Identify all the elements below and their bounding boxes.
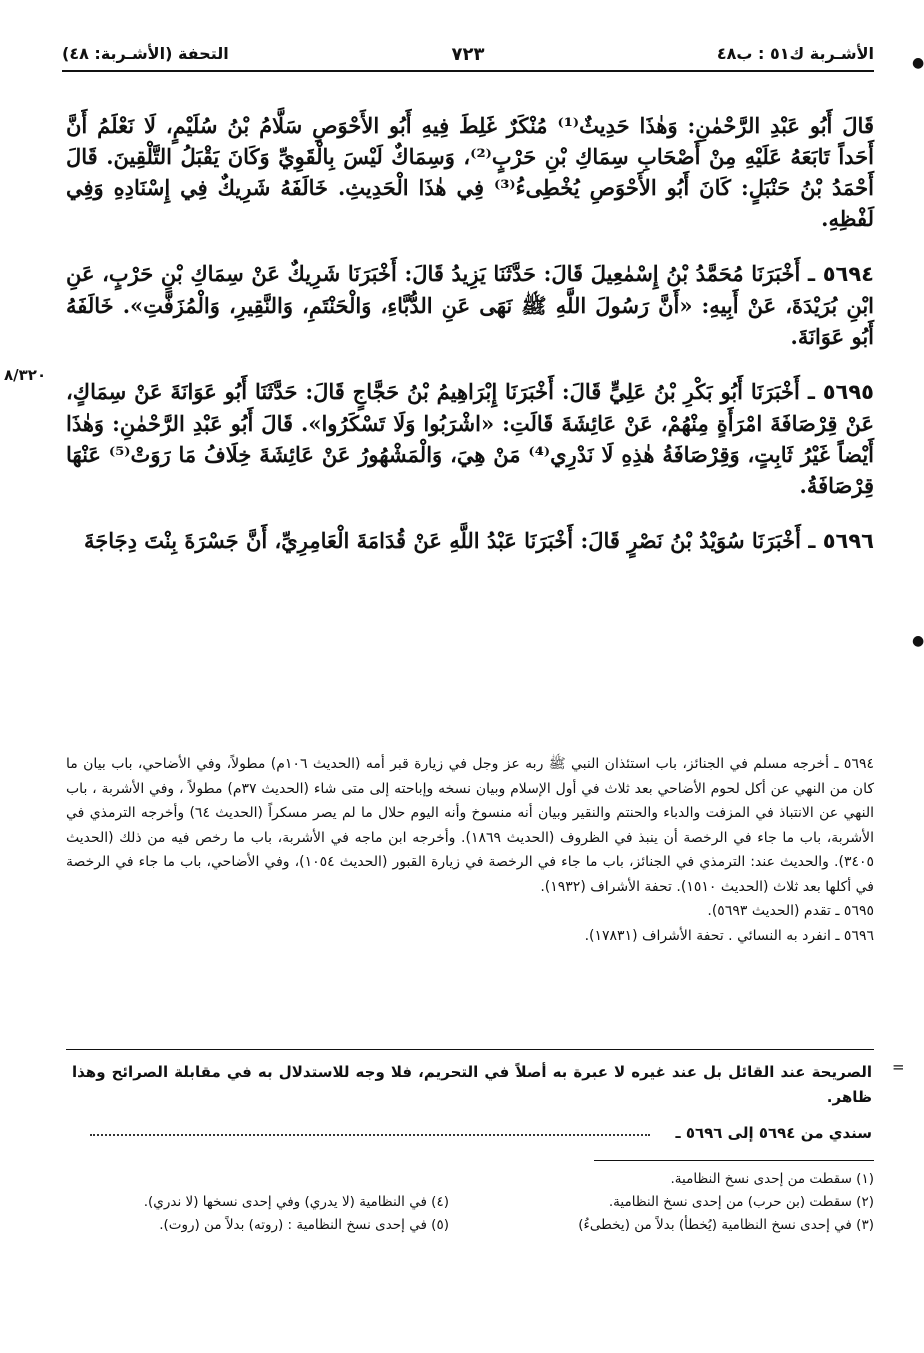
note-5: (٥) في إحدى نسخ النظامية : (روته) بدلاً من (روت). bbox=[159, 1217, 449, 1233]
footnote-5696: ٥٦٩٦ ـ انفرد به النسائي . تحفة الأشراف (١٧٨٣١). bbox=[584, 927, 874, 944]
hadith-5696 bbox=[66, 525, 874, 557]
variant-notes bbox=[66, 1168, 874, 1258]
page-number: ٧٢٣ bbox=[451, 44, 485, 65]
notes-row bbox=[66, 1214, 874, 1237]
hadith-number: ٥٦٩٦ ـ bbox=[808, 529, 874, 553]
sindi-commentary: الصريحة عند القائل بل عند غيره لا عبرة به أصلاً في التحريم، فلا وجه للاستدلال به في مقابلة الصرائح وهذا ظاهر. bbox=[72, 1063, 872, 1106]
notes-row bbox=[66, 1191, 874, 1214]
hadith-text: أَخْبَرَنَا أَبُو بَكْرِ بْنُ عَلِيٍّ قَالَ: أَخْبَرَنَا إِبْرَاهِيمُ بْنُ حَجَّاجٍ قَالَ: حَدَّثَنَا أَبُو عَوَانَةَ عَنْ سِمَاكٍ، عَنْ قِرْصَافَةَ امْرَأَةٍ مِنْهُمْ، عَنْ عَائِشَةَ قَالَتِ: «اشْرَبُوا وَلَا تَسْكَرُوا». قَالَ أَبُو عَبْدِ الرَّحْمٰنِ: وَهٰذَا أَيْضاً غَيْرُ ثَابِتٍ، وَقِرْصَافَةُ هٰذِهِ لَا نَدْرِي⁽⁴⁾ مَنْ هِيَ، وَالْمَشْهُورُ عَنْ عَائِشَةَ خِلَافُ مَا رَوَتْ⁽⁵⁾ عَنْهَا قِرْصَافَةُ. bbox=[66, 379, 874, 498]
margin-dot-top: ● bbox=[912, 55, 924, 71]
margin-reference: ٨/٣٢٠ bbox=[4, 366, 47, 384]
header-chapter: الأشـربة ك٥١ : ب٤٨ bbox=[716, 44, 874, 63]
hadith-text: أَخْبَرَنَا مُحَمَّدُ بْنُ إِسْمٰعِيلَ قَالَ: حَدَّثَنَا يَزِيدُ قَالَ: أَخْبَرَنَا شَرِيكٌ عَنْ سِمَاكِ بْنِ حَرْبٍ، عَنِ ابْنِ بُرَيْدَةَ، عَنْ أَبِيهِ: «أَنَّ رَسُولَ اللَّهِ ﷺ نَهَى عَنِ الدُّبَّاءِ، وَالْحَنْتَمِ، وَالنَّقِيرِ، وَالْمُزَفَّتِ». خَالَفَهُ أَبُو عَوَانَةَ. bbox=[66, 261, 874, 349]
note-3: (٣) في إحدى نسخ النظامية (يُخطأ) بدلاً من (يخطىءُ) bbox=[578, 1217, 874, 1233]
sindi-heading: سندي من ٥٦٩٤ إلى ٥٦٩٦ ـ bbox=[675, 1124, 872, 1142]
notes-rule bbox=[594, 1160, 874, 1161]
header-rule bbox=[62, 70, 874, 72]
header-tuhfa-ref: التحفة (الأشـربة: ٤٨) bbox=[62, 44, 229, 63]
notes-row bbox=[66, 1168, 874, 1191]
page-header bbox=[62, 40, 874, 72]
takhrij-footnotes bbox=[66, 752, 874, 948]
margin-dot-middle: ● bbox=[912, 633, 924, 649]
paragraph-text: قَالَ أَبُو عَبْدِ الرَّحْمٰنِ: وَهٰذَا حَدِيثٌ⁽¹⁾ مُنْكَرٌ غَلِطَ فِيهِ أَبُو الأَحْوَصِ سَلَّامُ بْنُ سُلَيْمٍ، لَا نَعْلَمُ أَنَّ أَحَداً تَابَعَهُ عَلَيْهِ مِنْ أَصْحَابِ سِمَاكِ بْنِ حَرْبٍ⁽²⁾، وَسِمَاكٌ لَيْسَ بِالْقَوِيِّ وَكَانَ يَقْبَلُ التَّلْقِينَ. قَالَ أَحْمَدُ بْنُ حَنْبَلٍ: كَانَ أَبُو الأَحْوَصِ يُخْطِىءُ⁽³⁾ فِي هٰذَا الْحَدِيثِ. خَالَفَهُ شَرِيكٌ فِي إِسْنَادِهِ وَفِي لَفْظِهِ. bbox=[66, 113, 875, 231]
note-1: (١) سقطت من إحدى نسخ النظامية. bbox=[670, 1171, 874, 1187]
hadith-number: ٥٦٩٥ ـ bbox=[807, 380, 874, 404]
footnote-5695: ٥٦٩٥ ـ تقدم (الحديث ٥٦٩٣). bbox=[707, 903, 874, 919]
continuation-marker: = bbox=[892, 1058, 905, 1076]
dotted-leader bbox=[90, 1134, 650, 1136]
note-4: (٤) في النظامية (لا يدري) وفي إحدى نسخها (لا ندري). bbox=[143, 1194, 449, 1210]
hadith-text: أَخْبَرَنَا سُوَيْدُ بْنُ نَصْرٍ قَالَ: أَخْبَرَنَا عَبْدُ اللَّهِ عَنْ قُدَامَةَ الْعَامِرِيِّ، أَنَّ جَسْرَةَ بِنْتَ دِجَاجَةَ bbox=[83, 528, 801, 553]
main-text bbox=[66, 110, 874, 581]
paragraph-commentary bbox=[66, 110, 874, 234]
hadith-5695 bbox=[66, 376, 874, 501]
footnote-5694: ٥٦٩٤ ـ أخرجه مسلم في الجنائز، باب استئذان النبي ﷺ ربه عز وجل في زيارة قبر أمه (الحديث ١٠٦م) مطولاً، وفي الأضاحي، باب بيان ما كان من النهي عن أكل لحوم الأضاحي بعد ثلاث في أول الإسلام وبيان نسخه وإباحته إلى متى شاء (الحديث ٣٧م) مطولاً ، وفي الأشربة ، باب النهي عن الانتباذ في المزفت والدباء والحنتم والنقير وبيان أنه منسوخ وأنه اليوم حلال ما لم يصر مسكراً (الحديث ٦٤) وأخرجه الترمذي في الأشربة، باب ما جاء في الرخصة أن ينبذ في الظروف (الحديث ١٨٦٩). وأخرجه ابن ماجه في الأشربة، باب ما رخص فيه من ذلك (الحديث ٣٤٠٥). والحديث عند: الترمذي في الجنائز، باب ما جاء في الرخصة في زيارة القبور (الحديث ١٠٥٤)، وفي الأضاحي، باب ما جاء في الرخصة في أكلها بعد ثلاث (الحديث ١٥١٠). تحفة الأشراف (١٩٣٢). bbox=[66, 756, 875, 895]
hadith-number: ٥٦٩٤ ـ bbox=[807, 262, 874, 286]
note-2: (٢) سقطت (بن حرب) من إحدى نسخ النظامية. bbox=[608, 1194, 874, 1210]
hadith-5694 bbox=[66, 258, 874, 352]
divider-rule bbox=[66, 1049, 874, 1050]
